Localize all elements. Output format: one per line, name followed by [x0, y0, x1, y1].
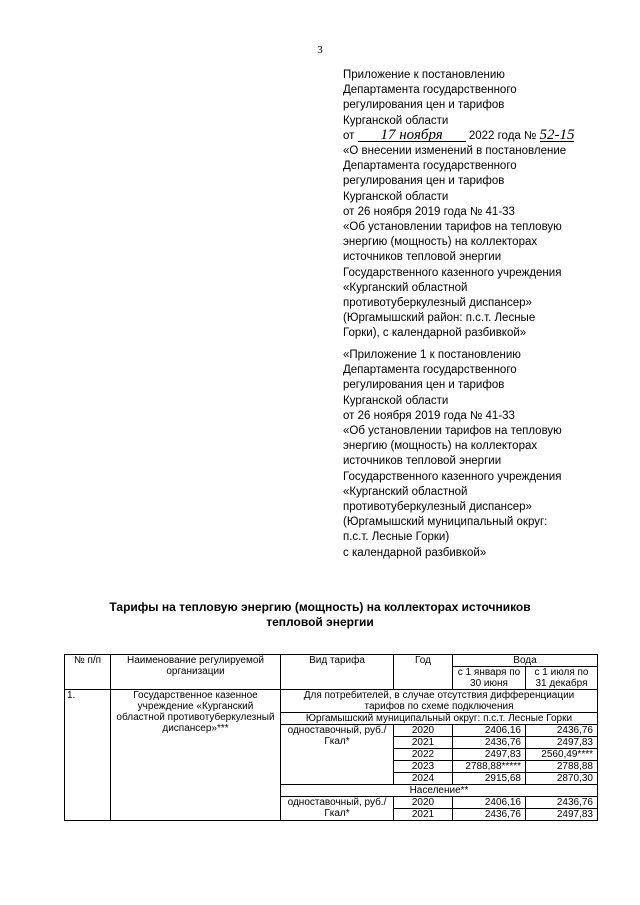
- year-cell: 2021: [394, 809, 453, 821]
- appendix-header-second: [343, 348, 633, 561]
- population-label: Население**: [281, 785, 598, 797]
- tariff-table: [64, 654, 598, 821]
- date-prefix: от: [343, 129, 355, 142]
- appendix-line: Департамента государственного: [343, 364, 517, 377]
- appendix-line: Курганской области: [343, 190, 449, 203]
- row-number: 1.: [65, 690, 111, 821]
- header-period2: с 1 июля по 31 декабря: [526, 667, 598, 690]
- appendix-line: «Курганский областной: [343, 281, 468, 294]
- appendix-line: регулирования цен и тарифов: [343, 99, 505, 112]
- appendix-line: (Юргамышский район: п.с.т. Лесные: [343, 312, 536, 325]
- header-org: Наименование регулируемой организации: [111, 655, 281, 690]
- table-title-line: Тарифы на тепловую энергию (мощность) на коллекторах источников: [109, 600, 531, 614]
- appendix-line: Приложение к постановлению: [343, 69, 505, 81]
- period1-cell: 2497,83: [453, 749, 526, 761]
- appendix-line: «Приложение 1 к постановлению: [343, 349, 521, 361]
- period2-cell: 2560,49****: [526, 749, 598, 761]
- org-name: Государственное казенное учреждение «Курганский областной противотуберкулезный диспансер»***: [111, 690, 281, 821]
- header-period1: с 1 января по 30 июня: [453, 667, 526, 690]
- population-tariff-label: одноставочный, руб./Гкал*: [281, 797, 394, 821]
- appendix-line: Департамента государственного: [343, 84, 517, 97]
- tariff-label: одноставочный, руб./Гкал*: [281, 725, 394, 785]
- appendix-line: «Об установлении тарифов на тепловую: [343, 425, 562, 438]
- period1-cell: 2406,16: [453, 725, 526, 737]
- table-row: [65, 690, 598, 713]
- year-text: 2022 года №: [468, 129, 537, 142]
- year-cell: 2022: [394, 749, 453, 761]
- appendix-line: энергию (мощность) на коллекторах: [343, 440, 538, 453]
- appendix-line: регулирования цен и тарифов: [343, 379, 505, 392]
- appendix-line: от 26 ноября 2019 года № 41-33: [343, 409, 515, 422]
- appendix-line: энергию (мощность) на коллекторах: [343, 236, 538, 249]
- appendix-line: с календарной разбивкой»: [343, 546, 487, 559]
- handwritten-date: 17 ноября: [358, 129, 466, 142]
- appendix-line: «О внесении изменений в постановление: [343, 145, 567, 158]
- year-cell: 2020: [394, 725, 453, 737]
- appendix-line: Государственного казенного учреждения: [343, 266, 562, 279]
- appendix-line: Курганской области: [343, 114, 449, 127]
- period2-cell: 2870,30: [526, 773, 598, 785]
- period1-cell: 2788,88*****: [453, 761, 526, 773]
- year-cell: 2024: [394, 773, 453, 785]
- period1-cell: 2406,16: [453, 797, 526, 809]
- year-cell: 2020: [394, 797, 453, 809]
- period2-cell: 2436,76: [526, 725, 598, 737]
- appendix-line: Горки), с календарной разбивкой»: [343, 327, 527, 340]
- appendix-line: Государственного казенного учреждения: [343, 470, 562, 483]
- period1-cell: 2915,68: [453, 773, 526, 785]
- header-tariff-type: Вид тарифа: [281, 655, 394, 690]
- table-title-line: тепловой энергии: [266, 615, 374, 629]
- appendix-line: (Юргамышский муниципальный округ:: [343, 516, 548, 529]
- appendix-header-main: [343, 68, 633, 342]
- handwritten-number: 52-15: [539, 126, 575, 143]
- period1-cell: 2436,76: [453, 737, 526, 749]
- appendix-line: противотуберкулезный диспансер»: [343, 297, 532, 310]
- header-water: Вода: [453, 655, 598, 667]
- appendix-line: «Об установлении тарифов на тепловую: [343, 221, 562, 234]
- appendix-line: источников тепловой энергии: [343, 455, 502, 468]
- appendix-line: противотуберкулезный диспансер»: [343, 501, 532, 514]
- appendix-line: источников тепловой энергии: [343, 251, 502, 264]
- header-year: Год: [394, 655, 453, 690]
- header-num: № п/п: [65, 655, 111, 690]
- appendix-line: «Курганский областной: [343, 485, 468, 498]
- section-note: Для потребителей, в случае отсутствия дифференциации тарифов по схеме подключения: [281, 690, 598, 713]
- appendix-line: от 26 ноября 2019 года № 41-33: [343, 205, 515, 218]
- year-cell: 2021: [394, 737, 453, 749]
- period2-cell: 2436,76: [526, 797, 598, 809]
- table-title: [60, 600, 580, 630]
- year-cell: 2023: [394, 761, 453, 773]
- date-line: [343, 126, 633, 144]
- appendix-line: Департамента государственного: [343, 160, 517, 173]
- table-header-row: [65, 655, 598, 667]
- period2-cell: 2497,83: [526, 809, 598, 821]
- appendix-line: регулирования цен и тарифов: [343, 175, 505, 188]
- appendix-line: Курганской области: [343, 394, 449, 407]
- period2-cell: 2497,83: [526, 737, 598, 749]
- period1-cell: 2436,76: [453, 809, 526, 821]
- page-number: 3: [317, 44, 323, 56]
- period2-cell: 2788,88: [526, 761, 598, 773]
- appendix-line: п.с.т. Лесные Горки): [343, 531, 450, 544]
- district-label: Юргамышский муниципальный округ: п.с.т. Лесные Горки: [281, 713, 598, 725]
